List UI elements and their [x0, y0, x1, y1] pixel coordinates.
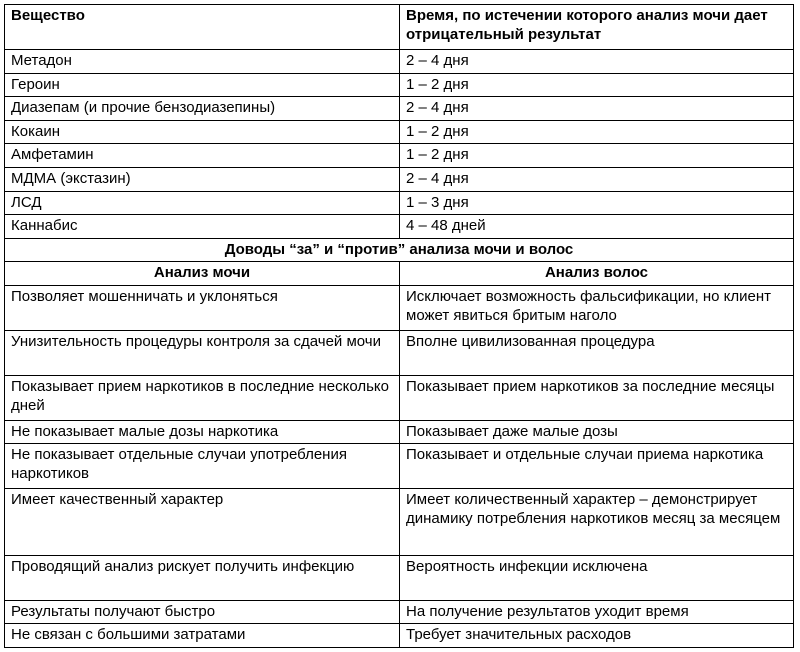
- urine-point: Результаты получают быстро: [5, 600, 400, 624]
- drug-test-table: [4, 4, 794, 648]
- urine-point: Позволяет мошенничать и уклоняться: [5, 285, 400, 330]
- urine-point: Показывает прием наркотиков в последние несколько дней: [5, 375, 400, 420]
- table-row: [5, 97, 794, 121]
- table-row: [5, 285, 794, 330]
- table-row: [5, 330, 794, 375]
- hair-point: На получение результатов уходит время: [400, 600, 794, 624]
- table-row: [5, 144, 794, 168]
- header-row: [5, 5, 794, 50]
- section-title: Доводы “за” и “против” анализа мочи и волос: [5, 238, 794, 262]
- hair-point: Исключает возможность фальсификации, но клиент может явиться бритым наголо: [400, 285, 794, 330]
- substance-time: 1 – 2 дня: [400, 73, 794, 97]
- header-time: Время, по истечении которого анализ мочи дает отрицательный результат: [400, 5, 794, 50]
- table-row: [5, 555, 794, 600]
- substance-name: Кокаин: [5, 120, 400, 144]
- substance-name: Амфетамин: [5, 144, 400, 168]
- hair-point: Показывает прием наркотиков за последние месяцы: [400, 375, 794, 420]
- substance-time: 2 – 4 дня: [400, 49, 794, 73]
- substance-time: 1 – 2 дня: [400, 144, 794, 168]
- substance-time: 4 – 48 дней: [400, 215, 794, 239]
- substance-time: 1 – 2 дня: [400, 120, 794, 144]
- substance-name: Метадон: [5, 49, 400, 73]
- table-row: [5, 120, 794, 144]
- substance-name: МДМА (экстазин): [5, 167, 400, 191]
- table-row: [5, 191, 794, 215]
- table-row: [5, 167, 794, 191]
- hair-point: Требует значительных расходов: [400, 624, 794, 648]
- table-row: [5, 600, 794, 624]
- substance-name: Диазепам (и прочие бензодиазепины): [5, 97, 400, 121]
- urine-point: Не связан с большими затратами: [5, 624, 400, 648]
- urine-point: Имеет качественный характер: [5, 489, 400, 555]
- table-row: [5, 375, 794, 420]
- table-row: [5, 489, 794, 555]
- hair-point: Вполне цивилизованная процедура: [400, 330, 794, 375]
- substance-name: Каннабис: [5, 215, 400, 239]
- table-row: [5, 444, 794, 489]
- header-hair-test: Анализ волос: [400, 262, 794, 286]
- urine-point: Унизительность процедуры контроля за сдачей мочи: [5, 330, 400, 375]
- table-row: [5, 420, 794, 444]
- substance-time: 1 – 3 дня: [400, 191, 794, 215]
- table-row: [5, 73, 794, 97]
- urine-point: Не показывает отдельные случаи употребления наркотиков: [5, 444, 400, 489]
- table-row: [5, 215, 794, 239]
- urine-point: Не показывает малые дозы наркотика: [5, 420, 400, 444]
- hair-point: Показывает даже малые дозы: [400, 420, 794, 444]
- table-row: [5, 49, 794, 73]
- table-row: [5, 624, 794, 648]
- substance-name: ЛСД: [5, 191, 400, 215]
- comparison-header-row: [5, 262, 794, 286]
- header-urine-test: Анализ мочи: [5, 262, 400, 286]
- hair-point: Показывает и отдельные случаи приема наркотика: [400, 444, 794, 489]
- header-substance: Вещество: [5, 5, 400, 50]
- substance-name: Героин: [5, 73, 400, 97]
- substance-time: 2 – 4 дня: [400, 167, 794, 191]
- substance-time: 2 – 4 дня: [400, 97, 794, 121]
- section-title-row: [5, 238, 794, 262]
- hair-point: Имеет количественный характер – демонстрирует динамику потребления наркотиков месяц за месяцем: [400, 489, 794, 555]
- hair-point: Вероятность инфекции исключена: [400, 555, 794, 600]
- urine-point: Проводящий анализ рискует получить инфекцию: [5, 555, 400, 600]
